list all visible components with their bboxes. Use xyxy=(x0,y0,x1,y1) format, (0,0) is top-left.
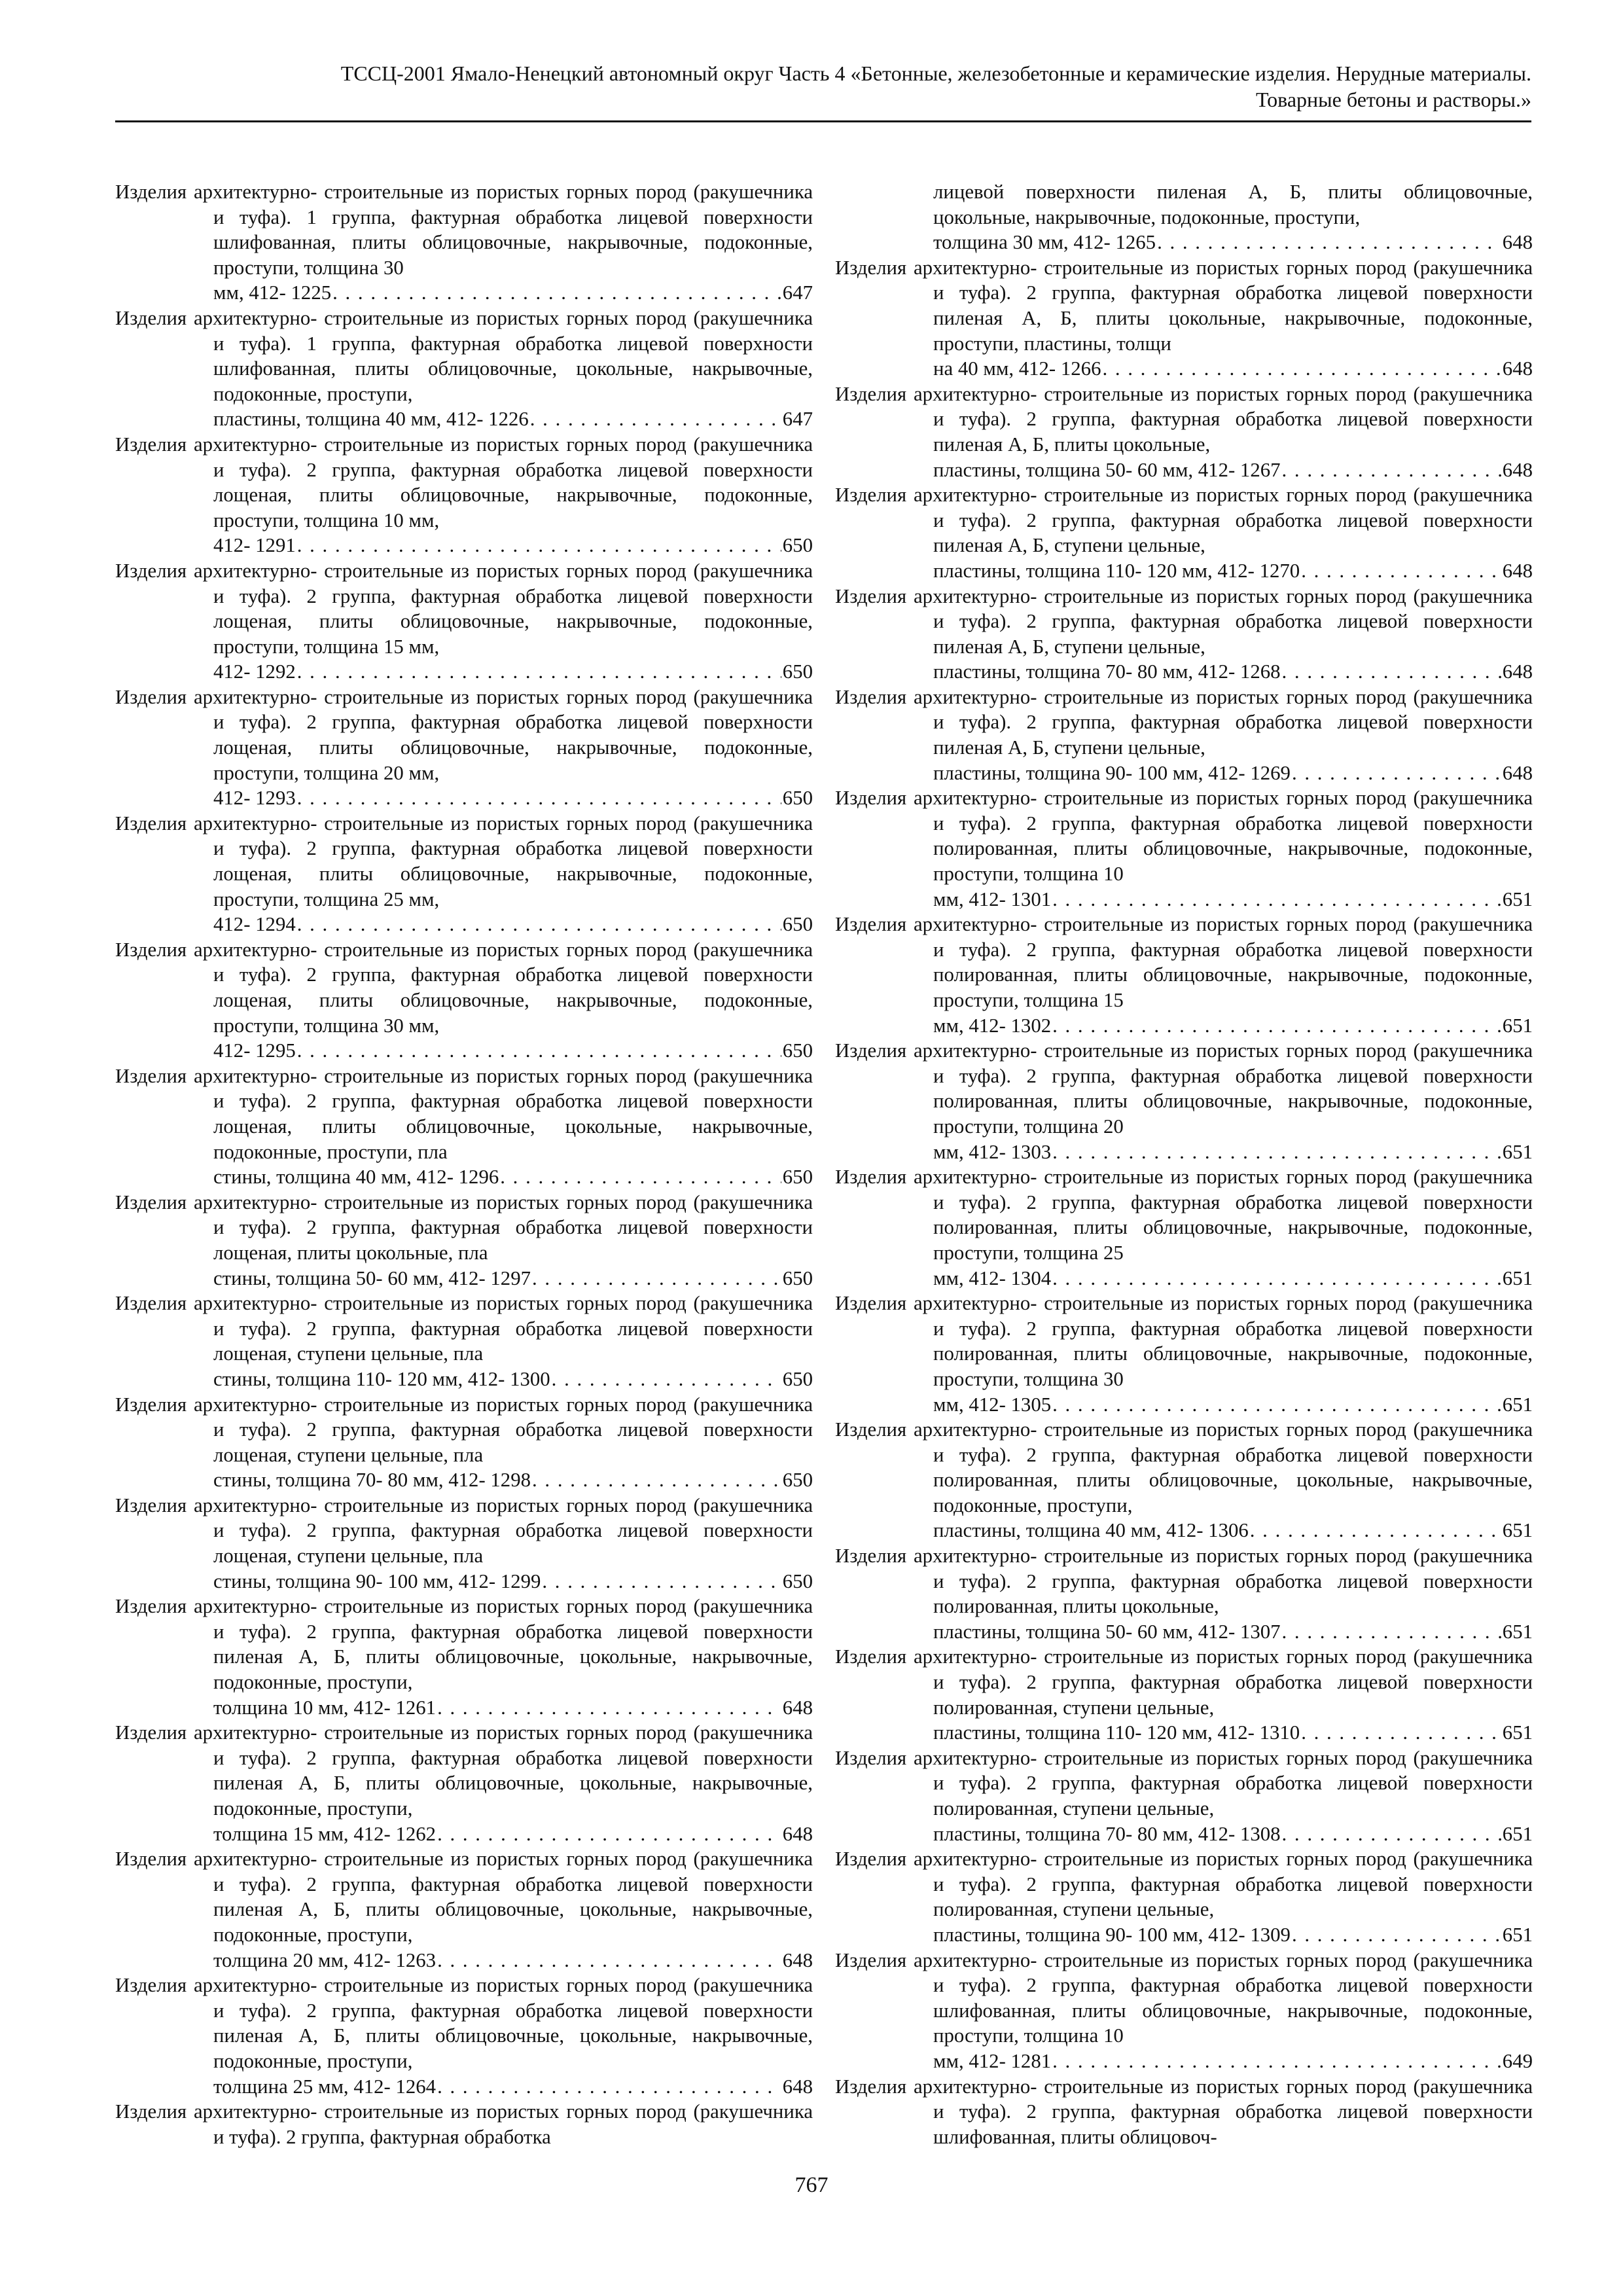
entry-text: Изделия архитектурно- строительные из пористых горных пород (ракушечника и туфа). 2 группа, фактурная обработка лицевой поверхности полированная, ступени цельные, xyxy=(835,1848,1533,1921)
entry-reference-line xyxy=(933,887,1533,912)
entry-reference-line xyxy=(213,1821,813,1847)
index-entry xyxy=(115,1594,813,1720)
entry-code: стины, толщина 40 мм, 412- 1296 xyxy=(213,1166,499,1189)
entry-code: мм, 412- 1225 xyxy=(213,281,332,304)
entry-text: Изделия архитектурно- строительные из пористых горных пород (ракушечника и туфа). 2 группа, фактурная обработка лицевой поверхности лощеная, ступени цельные, пла xyxy=(115,1393,813,1466)
dot-leader xyxy=(1250,1518,1501,1543)
dot-leader xyxy=(542,1569,781,1594)
entry-page-number: 650 xyxy=(782,534,813,557)
entry-text: Изделия архитектурно- строительные из пористых горных пород (ракушечника и туфа). 2 группа, фактурная обработка лицевой поверхности пиленая А, Б, плиты цокольные, накрывочные, подоконные, проступи, пластины, толщи xyxy=(835,256,1533,355)
entry-code: стины, толщина 90- 100 мм, 412- 1299 xyxy=(213,1570,541,1592)
index-column-left xyxy=(115,179,813,2149)
entry-code: 412- 1291 xyxy=(213,534,296,557)
entry-text: Изделия архитектурно- строительные из пористых горных пород (ракушечника и туфа). 2 группа, фактурная обработка лицевой поверхности полированная, плиты облицовочные, накрывочные, подоконные, проступи, толщина 30 xyxy=(835,1292,1533,1390)
entry-code: мм, 412- 1301 xyxy=(933,888,1052,910)
dot-leader xyxy=(530,406,781,432)
entry-reference-line xyxy=(213,1367,813,1392)
index-entry xyxy=(115,937,813,1064)
index-entry xyxy=(835,179,1533,255)
entry-text: Изделия архитектурно- строительные из пористых горных пород (ракушечника и туфа). 2 группа, фактурная обработка лицевой поверхности пиленая А, Б, ступени цельные, xyxy=(835,484,1533,557)
entry-text: Изделия архитектурно- строительные из пористых горных пород (ракушечника и туфа). 2 группа, фактурная обработка лицевой поверхности полированная, плиты облицовочные, цокольные, накрывочные, подоконные, проступи, xyxy=(835,1418,1533,1516)
entry-text: Изделия архитектурно- строительные из пористых горных пород (ракушечника и туфа). 2 группа, фактурная обработка лицевой поверхности полированная, ступени цельные, xyxy=(835,1746,1533,1820)
entry-reference-line xyxy=(213,1467,813,1493)
entry-code: пластины, толщина 90- 100 мм, 412- 1269 xyxy=(933,761,1291,784)
entry-reference-line xyxy=(213,1948,813,1973)
index-entry xyxy=(835,1164,1533,1291)
entry-page-number: 651 xyxy=(1502,1393,1533,1416)
dot-leader xyxy=(1282,659,1501,685)
entry-page-number: 651 xyxy=(1502,1266,1533,1289)
index-entry xyxy=(115,1973,813,2099)
index-entry xyxy=(835,1543,1533,1644)
entry-reference-line xyxy=(933,761,1533,786)
entry-reference-line xyxy=(933,1266,1533,1291)
entry-reference-line xyxy=(213,785,813,811)
entry-code: на 40 мм, 412- 1266 xyxy=(933,357,1101,380)
entry-text: Изделия архитектурно- строительные из пористых горных пород (ракушечника и туфа). 2 группа, фактурная обработка лицевой поверхности лощеная, ступени цельные, пла xyxy=(115,1494,813,1568)
entry-code: мм, 412- 1303 xyxy=(933,1140,1052,1163)
entry-page-number: 650 xyxy=(782,1469,813,1492)
entry-text: Изделия архитектурно- строительные из пористых горных пород (ракушечника и туфа). 1 группа, фактурная обработка лицевой поверхности шлифованная, плиты облицовочные, цокольные, накрывочные, подоконные, проступи, xyxy=(115,306,813,405)
entry-code: толщина 30 мм, 412- 1265 xyxy=(933,231,1156,254)
index-entry xyxy=(115,811,813,937)
index-entry xyxy=(115,558,813,685)
entry-text: Изделия архитектурно- строительные из пористых горных пород (ракушечника и туфа). 2 группа, фактурная обработка лицевой поверхности лощеная, плиты облицовочные, цокольные, накрывочные, подоконные, проступи, пла xyxy=(115,1064,813,1163)
page-number: 767 xyxy=(794,2173,829,2197)
entry-page-number: 651 xyxy=(1502,1620,1533,1643)
entry-page-number: 648 xyxy=(782,2075,813,2098)
entry-reference-line xyxy=(933,1392,1533,1418)
entry-reference-line xyxy=(933,1619,1533,1645)
entry-code: пластины, толщина 110- 120 мм, 412- 1310 xyxy=(933,1721,1300,1744)
entry-text: Изделия архитектурно- строительные из пористых горных пород (ракушечника и туфа). 2 группа, фактурная обработка лицевой поверхности лощеная, плиты облицовочные, накрывочные, подоконные, проступи, толщина 25 мм, xyxy=(115,812,813,910)
entry-text: Изделия архитектурно- строительные из пористых горных пород (ракушечника и туфа). 2 группа, фактурная обработка лицевой поверхности пиленая А, Б, плиты цокольные, xyxy=(835,382,1533,456)
entry-text: Изделия архитектурно- строительные из пористых горных пород (ракушечника и туфа). 2 группа, фактурная обработка лицевой поверхности полированная, плиты облицовочные, накрывочные, подоконные, проступи, толщина 10 xyxy=(835,787,1533,886)
dot-leader xyxy=(437,1948,781,1973)
entry-code: пластины, толщина 40 мм, 412- 1226 xyxy=(213,408,529,431)
entry-page-number: 648 xyxy=(782,1696,813,1719)
index-entry xyxy=(835,1417,1533,1543)
index-entry xyxy=(835,1291,1533,1417)
entry-text: Изделия архитектурно- строительные из пористых горных пород (ракушечника и туфа). 2 группа, фактурная обработка лицевой поверхности пиленая А, Б, плиты облицовочные, цокольные, накрывочные, подоконные, проступи, xyxy=(115,1974,813,2072)
entry-text: Изделия архитектурно- строительные из пористых горных пород (ракушечника и туфа). 2 группа, фактурная обработка лицевой поверхности пиленая А, Б, ступени цельные, xyxy=(835,584,1533,658)
entry-reference-line xyxy=(213,280,813,306)
entry-code: толщина 25 мм, 412- 1264 xyxy=(213,2075,437,2098)
dot-leader xyxy=(532,1467,781,1493)
index-entry xyxy=(115,1291,813,1391)
entry-page-number: 648 xyxy=(1502,559,1533,582)
entry-page-number: 650 xyxy=(782,1570,813,1592)
entry-reference-line xyxy=(933,1720,1533,1746)
dot-leader xyxy=(1052,2049,1501,2074)
entry-text: Изделия архитектурно- строительные из пористых горных пород (ракушечника и туфа). 2 группа, фактурная обработка лицевой поверхности полированная, ступени цельные, xyxy=(835,1645,1533,1719)
dot-leader xyxy=(1282,457,1501,483)
entry-text: Изделия архитектурно- строительные из пористых горных пород (ракушечника и туфа). 2 группа, фактурная обработка лицевой поверхности полированная, плиты облицовочные, накрывочные, подоконные, проступи, толщина 25 xyxy=(835,1166,1533,1264)
dot-leader xyxy=(1301,1720,1501,1746)
dot-leader xyxy=(297,785,781,811)
index-entry xyxy=(835,255,1533,382)
dot-leader xyxy=(332,280,781,306)
entry-page-number: 650 xyxy=(782,1166,813,1189)
entry-code: мм, 412- 1302 xyxy=(933,1014,1052,1037)
entry-page-number: 647 xyxy=(782,281,813,304)
index-entry xyxy=(835,1038,1533,1164)
entry-code: мм, 412- 1305 xyxy=(933,1393,1052,1416)
entry-code: 412- 1295 xyxy=(213,1039,296,1062)
dot-leader xyxy=(297,659,781,685)
entry-code: пластины, толщина 40 мм, 412- 1306 xyxy=(933,1519,1249,1542)
entry-text: лицевой поверхности пиленая А, Б, плиты облицовочные, цокольные, накрывочные, подоконные, проступи, xyxy=(933,181,1533,228)
entry-text: Изделия архитектурно- строительные из пористых горных пород (ракушечника и туфа). 1 группа, фактурная обработка лицевой поверхности шлифованная, плиты облицовочные, накрывочные, подоконные, проступи, толщина 30 xyxy=(115,181,813,279)
entry-text: Изделия архитектурно- строительные из пористых горных пород (ракушечника и туфа). 2 группа, фактурная обработка лицевой поверхности полированная, плиты цокольные, xyxy=(835,1545,1533,1618)
index-entry xyxy=(835,382,1533,482)
index-entry xyxy=(115,2099,813,2149)
dot-leader xyxy=(500,1164,781,1190)
entry-code: толщина 10 мм, 412- 1261 xyxy=(213,1696,437,1719)
entry-page-number: 651 xyxy=(1502,1822,1533,1845)
index-entry xyxy=(835,785,1533,912)
entry-reference-line xyxy=(933,457,1533,483)
index-entry xyxy=(835,1846,1533,1947)
dot-leader xyxy=(1052,1392,1501,1418)
entry-page-number: 651 xyxy=(1502,1923,1533,1946)
dot-leader xyxy=(437,1821,781,1847)
entry-page-number: 651 xyxy=(1502,1014,1533,1037)
dot-leader xyxy=(297,533,781,558)
entry-text: Изделия архитектурно- строительные из пористых горных пород (ракушечника и туфа). 2 группа, фактурная обработка лицевой поверхности лощеная, плиты цокольные, пла xyxy=(115,1191,813,1264)
entry-reference-line xyxy=(933,1922,1533,1948)
dot-leader xyxy=(1292,761,1501,786)
entry-reference-line xyxy=(213,1695,813,1721)
entry-reference-line xyxy=(213,1569,813,1594)
index-entry xyxy=(835,912,1533,1038)
entry-page-number: 648 xyxy=(782,1822,813,1845)
index-entry xyxy=(115,1064,813,1190)
entry-code: 412- 1292 xyxy=(213,660,296,683)
entry-code: мм, 412- 1304 xyxy=(933,1266,1052,1289)
entry-page-number: 648 xyxy=(1502,458,1533,481)
entry-text: Изделия архитектурно- строительные из пористых горных пород (ракушечника и туфа). 2 группа, фактурная обработка лицевой поверхности лощеная, ступени цельные, пла xyxy=(115,1292,813,1365)
entry-text: Изделия архитектурно- строительные из пористых горных пород (ракушечника и туфа). 2 группа, фактурная обработка лицевой поверхности пиленая А, Б, плиты облицовочные, цокольные, накрывочные, подоконные, проступи, xyxy=(115,1848,813,1946)
index-entry xyxy=(115,685,813,811)
entry-text: Изделия архитектурно- строительные из пористых горных пород (ракушечника и туфа). 2 группа, фактурная обработка лицевой поверхности полированная, плиты облицовочные, накрывочные, подоконные, проступи, толщина 20 xyxy=(835,1039,1533,1138)
entry-reference-line xyxy=(933,558,1533,584)
entry-text: Изделия архитектурно- строительные из пористых горных пород (ракушечника и туфа). 2 группа, фактурная обработка лицевой поверхности лощеная, плиты облицовочные, накрывочные, подоконные, проступи, толщина 10 мм, xyxy=(115,433,813,531)
entry-page-number: 648 xyxy=(1502,231,1533,254)
dot-leader xyxy=(532,1266,781,1291)
index-column-right xyxy=(835,179,1533,2149)
entry-page-number: 650 xyxy=(782,660,813,683)
entry-page-number: 651 xyxy=(1502,1140,1533,1163)
entry-page-number: 651 xyxy=(1502,1519,1533,1542)
dot-leader xyxy=(1052,1013,1501,1039)
entry-reference-line xyxy=(213,533,813,558)
dot-leader xyxy=(297,1038,781,1064)
entry-reference-line xyxy=(213,659,813,685)
entry-page-number: 648 xyxy=(1502,761,1533,784)
entry-reference-line xyxy=(213,912,813,937)
entry-page-number: 647 xyxy=(782,408,813,431)
index-entry xyxy=(835,584,1533,685)
entry-page-number: 649 xyxy=(1502,2049,1533,2072)
entry-reference-line xyxy=(213,1266,813,1291)
entry-text: Изделия архитектурно- строительные из пористых горных пород (ракушечника и туфа). 2 группа, фактурная обработка лицевой поверхности пиленая А, Б, ступени цельные, xyxy=(835,685,1533,759)
entry-code: пластины, толщина 70- 80 мм, 412- 1268 xyxy=(933,660,1281,683)
entry-code: толщина 20 мм, 412- 1263 xyxy=(213,1948,437,1971)
index-entry xyxy=(835,685,1533,785)
entry-code: стины, толщина 110- 120 мм, 412- 1300 xyxy=(213,1367,550,1390)
index-entry xyxy=(115,179,813,306)
entry-reference-line xyxy=(933,659,1533,685)
dot-leader xyxy=(1052,1139,1501,1165)
entry-code: пластины, толщина 50- 60 мм, 412- 1267 xyxy=(933,458,1281,481)
dot-leader xyxy=(1292,1922,1501,1948)
entry-reference-line xyxy=(933,230,1533,255)
dot-leader xyxy=(297,912,781,937)
index-entry xyxy=(115,1190,813,1291)
dot-leader xyxy=(1157,230,1501,255)
dot-leader xyxy=(1282,1821,1501,1847)
entry-reference-line xyxy=(933,1013,1533,1039)
entry-reference-line xyxy=(213,406,813,432)
dot-leader xyxy=(1052,1266,1501,1291)
dot-leader xyxy=(1052,887,1501,912)
entry-text: Изделия архитектурно- строительные из пористых горных пород (ракушечника и туфа). 2 группа, фактурная обработка лицевой поверхности лощеная, плиты облицовочные, накрывочные, подоконные, проступи, толщина 15 мм, xyxy=(115,559,813,658)
entry-text: Изделия архитектурно- строительные из пористых горных пород (ракушечника и туфа). 2 группа, фактурная обработка лицевой поверхности пиленая А, Б, плиты облицовочные, цокольные, накрывочные, подоконные, проступи, xyxy=(115,1595,813,1694)
entry-code: стины, толщина 70- 80 мм, 412- 1298 xyxy=(213,1469,531,1492)
dot-leader xyxy=(1102,356,1501,382)
entry-reference-line xyxy=(933,1821,1533,1847)
header-title-line1: ТССЦ-2001 Ямало-Ненецкий автономный округ Часть 4 «Бетонные, железобетонные и керамические изделия. Нерудные материалы. xyxy=(340,62,1531,85)
page-header xyxy=(115,60,1531,113)
entry-code: пластины, толщина 70- 80 мм, 412- 1308 xyxy=(933,1822,1281,1845)
entry-page-number: 648 xyxy=(1502,660,1533,683)
index-entry xyxy=(835,1644,1533,1745)
entry-reference-line xyxy=(213,2074,813,2100)
index-entry xyxy=(115,1392,813,1493)
entry-text: Изделия архитектурно- строительные из пористых горных пород (ракушечника и туфа). 2 группа, фактурная обработка xyxy=(115,2100,813,2148)
entry-code: стины, толщина 50- 60 мм, 412- 1297 xyxy=(213,1266,531,1289)
entry-page-number: 651 xyxy=(1502,888,1533,910)
index-entry xyxy=(115,306,813,432)
entry-code: толщина 15 мм, 412- 1262 xyxy=(213,1822,437,1845)
entry-code: мм, 412- 1281 xyxy=(933,2049,1052,2072)
entry-text: Изделия архитектурно- строительные из пористых горных пород (ракушечника и туфа). 2 группа, фактурная обработка лицевой поверхности шлифованная, плиты облицовоч- xyxy=(835,2075,1533,2148)
entry-code: 412- 1294 xyxy=(213,913,296,936)
entry-text: Изделия архитектурно- строительные из пористых горных пород (ракушечника и туфа). 2 группа, фактурная обработка лицевой поверхности шлифованная, плиты облицовочные, накрывочные, подоконные, проступи, толщина 10 xyxy=(835,1948,1533,2047)
entry-page-number: 650 xyxy=(782,787,813,810)
index-entry xyxy=(835,1948,1533,2074)
index-entry xyxy=(115,1720,813,1846)
entry-page-number: 651 xyxy=(1502,1721,1533,1744)
entry-text: Изделия архитектурно- строительные из пористых горных пород (ракушечника и туфа). 2 группа, фактурная обработка лицевой поверхности полированная, плиты облицовочные, накрывочные, подоконные, проступи, толщина 15 xyxy=(835,913,1533,1011)
index-entry xyxy=(835,2074,1533,2150)
entry-code: пластины, толщина 50- 60 мм, 412- 1307 xyxy=(933,1620,1281,1643)
entry-text: Изделия архитектурно- строительные из пористых горных пород (ракушечника и туфа). 2 группа, фактурная обработка лицевой поверхности пиленая А, Б, плиты облицовочные, цокольные, накрывочные, подоконные, проступи, xyxy=(115,1721,813,1820)
entry-page-number: 650 xyxy=(782,913,813,936)
entry-reference-line xyxy=(213,1038,813,1064)
entry-page-number: 648 xyxy=(1502,357,1533,380)
entry-code: 412- 1293 xyxy=(213,787,296,810)
dot-leader xyxy=(437,2074,781,2100)
dot-leader xyxy=(1301,558,1501,584)
entry-text: Изделия архитектурно- строительные из пористых горных пород (ракушечника и туфа). 2 группа, фактурная обработка лицевой поверхности лощеная, плиты облицовочные, накрывочные, подоконные, проступи, толщина 20 мм, xyxy=(115,685,813,784)
entry-page-number: 648 xyxy=(782,1948,813,1971)
entry-reference-line xyxy=(933,356,1533,382)
entry-page-number: 650 xyxy=(782,1039,813,1062)
index-entry xyxy=(115,432,813,558)
entry-reference-line xyxy=(933,2049,1533,2074)
entry-reference-line xyxy=(933,1518,1533,1543)
index-entry xyxy=(835,482,1533,583)
dot-leader xyxy=(1282,1619,1501,1645)
entry-text: Изделия архитектурно- строительные из пористых горных пород (ракушечника и туфа). 2 группа, фактурная обработка лицевой поверхности лощеная, плиты облицовочные, накрывочные, подоконные, проступи, толщина 30 мм, xyxy=(115,938,813,1037)
header-divider xyxy=(115,120,1531,122)
entry-reference-line xyxy=(213,1164,813,1190)
dot-leader xyxy=(437,1695,781,1721)
index-entry xyxy=(115,1493,813,1594)
index-entry xyxy=(115,1846,813,1973)
index-entry xyxy=(835,1746,1533,1846)
entry-page-number: 650 xyxy=(782,1266,813,1289)
entry-code: пластины, толщина 110- 120 мм, 412- 1270 xyxy=(933,559,1300,582)
entry-page-number: 650 xyxy=(782,1367,813,1390)
entry-reference-line xyxy=(933,1139,1533,1165)
dot-leader xyxy=(552,1367,781,1392)
entry-code: пластины, толщина 90- 100 мм, 412- 1309 xyxy=(933,1923,1291,1946)
header-title-line2: Товарные бетоны и растворы.» xyxy=(1255,88,1531,111)
